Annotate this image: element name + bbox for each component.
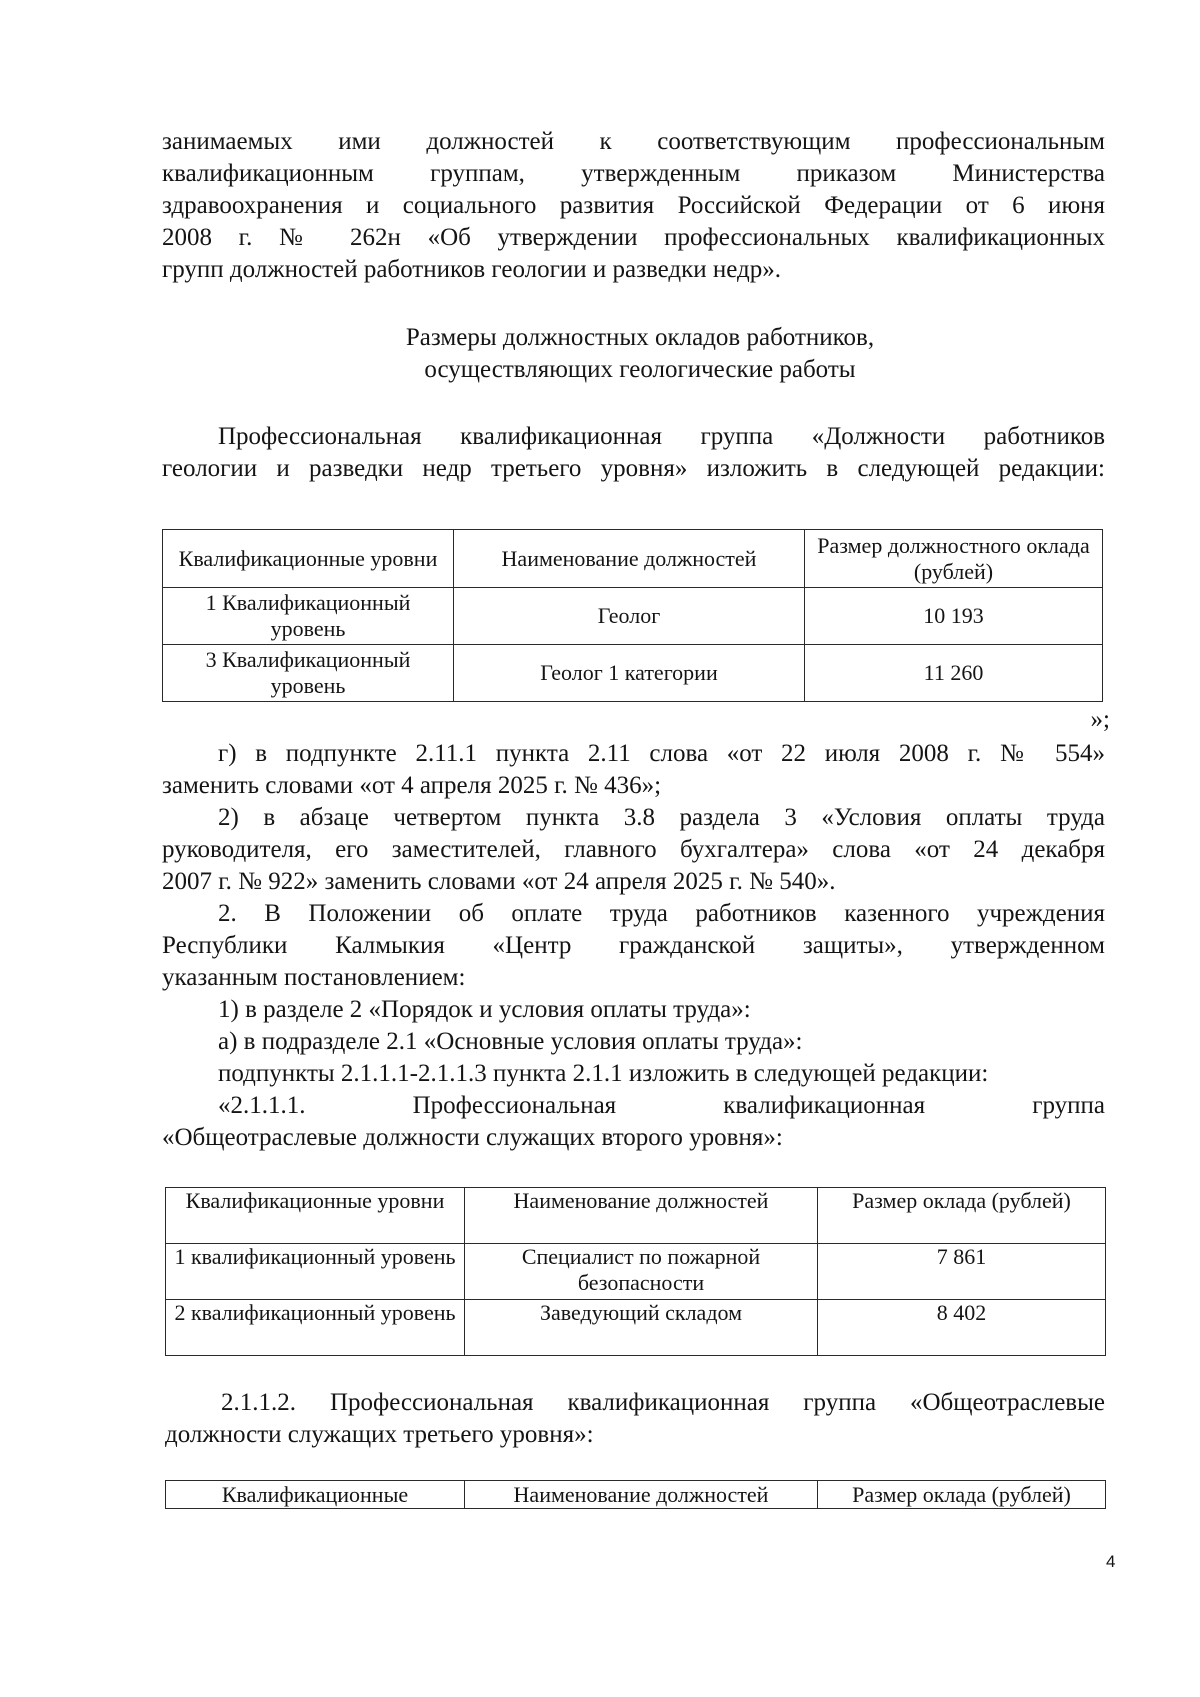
text-line: заменить словами «от 4 апреля 2025 г. № 436»; [162, 772, 662, 799]
table-cell: Геолог [454, 588, 805, 645]
table-cell: 1 Квалификационный уровень [163, 588, 454, 645]
text-line: должности служащих третьего уровня»: [165, 1421, 594, 1448]
table-header-cell: Наименование должностей [465, 1481, 818, 1509]
p-2-1-1-1 [162, 1090, 1105, 1154]
text-line: а) в подразделе 2.1 «Основные условия оплаты труда»: [218, 1028, 803, 1055]
table-cell: 3 Квалификационный уровень [163, 645, 454, 702]
table-cell: Специалист по пожарной безопасности [465, 1244, 818, 1300]
table-cell: 10 193 [805, 588, 1103, 645]
table-header-cell: Наименование должностей [454, 530, 805, 588]
table-header-row [166, 1481, 1106, 1509]
table-header-cell: Размер оклада (рублей) [818, 1188, 1106, 1244]
text-line: геологии и разведки недр третьего уровня» изложить в следующей редакции: [162, 455, 1105, 482]
text-line: Профессиональная квалификационная группа «Должности работников [218, 423, 1105, 450]
table-row [163, 645, 1103, 702]
text-line: 2) в абзаце четвертом пункта 3.8 раздела 3 «Условия оплаты труда [218, 804, 1105, 831]
table-cell: 2 квалификационный уровень [166, 1300, 465, 1356]
table-header-cell: Квалификационные [166, 1481, 465, 1509]
text-line: групп должностей работников геологии и разведки недр». [162, 256, 781, 283]
salary-table-second-level [165, 1187, 1106, 1356]
p-2-1-1-2 [165, 1387, 1105, 1451]
page-number: 4 [1106, 1552, 1116, 1571]
text-line: здравоохранения и социального развития Российской Федерации от 6 июня [162, 192, 1105, 219]
text-line: 1) в разделе 2 «Порядок и условия оплаты труда»: [218, 996, 751, 1023]
intro-paragraph [162, 126, 1105, 286]
subitems [218, 994, 1105, 1090]
section-heading [300, 322, 980, 386]
section-2-paragraph [162, 898, 1105, 994]
text-line: 2. В Положении об оплате труда работников казенного учреждения [218, 900, 1105, 927]
salary-table-third-level [165, 1480, 1106, 1509]
group-paragraph [162, 421, 1105, 485]
heading-line: Размеры должностных окладов работников, [405, 324, 875, 351]
table-cell: Заведующий складом [465, 1300, 818, 1356]
table-row [166, 1244, 1106, 1300]
table-header-cell: Размер оклада (рублей) [818, 1481, 1106, 1509]
table-header-cell: Наименование должностей [465, 1188, 818, 1244]
item-g-paragraph [162, 738, 1105, 802]
table-cell: Геолог 1 категории [454, 645, 805, 702]
salary-table-geology [162, 529, 1103, 702]
table-header-row [166, 1188, 1106, 1244]
table-cell: 1 квалификационный уровень [166, 1244, 465, 1300]
text-line: 2.1.1.2. Профессиональная квалификационная группа «Общеотраслевые [221, 1389, 1105, 1416]
closing-quote [1060, 704, 1110, 736]
text-line: занимаемых ими должностей к соответствующим профессиональным [162, 128, 1105, 155]
table-header-cell: Квалификационные уровни [166, 1188, 465, 1244]
text-line: 2007 г. № 922» заменить словами «от 24 апреля 2025 г. № 540». [162, 868, 836, 895]
text-line: Республики Калмыкия «Центр гражданской защиты», утвержденном [162, 932, 1105, 959]
table-row [163, 588, 1103, 645]
text-line: «2.1.1.1. Профессиональная квалификационная группа [218, 1092, 1105, 1119]
text-line: указанным постановлением: [162, 964, 466, 991]
heading-line: осуществляющих геологические работы [424, 356, 856, 383]
text-line: г) в подпункте 2.11.1 пункта 2.11 слова «от 22 июля 2008 г. № 554» [218, 740, 1105, 767]
table-cell: 11 260 [805, 645, 1103, 702]
item-2-paragraph [162, 802, 1105, 898]
table-cell: 8 402 [818, 1300, 1106, 1356]
text-line: подпункты 2.1.1.1-2.1.1.3 пункта 2.1.1 изложить в следующей редакции: [218, 1060, 989, 1087]
text-line: 2008 г. № 262н «Об утверждении профессиональных квалификационных [162, 224, 1105, 251]
text-line: «Общеотраслевые должности служащих второго уровня»: [162, 1124, 783, 1151]
text-line: квалификационным группам, утвержденным приказом Министерства [162, 160, 1105, 187]
table-cell: 7 861 [818, 1244, 1106, 1300]
text-line: руководителя, его заместителей, главного бухгалтера» слова «от 24 декабря [162, 836, 1105, 863]
table-header-row [163, 530, 1103, 588]
table-header-cell: Квалификационные уровни [163, 530, 454, 588]
table-row [166, 1300, 1106, 1356]
table-header-cell: Размер должностного оклада (рублей) [805, 530, 1103, 588]
text-line: »; [1090, 706, 1110, 733]
